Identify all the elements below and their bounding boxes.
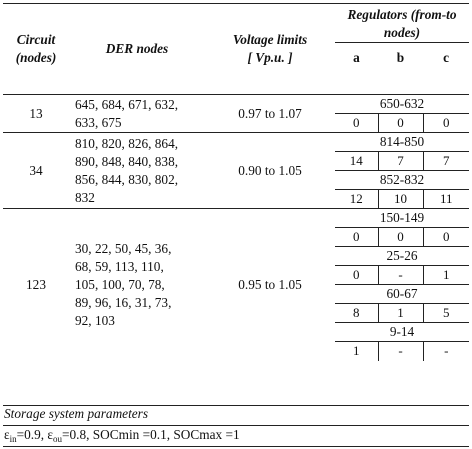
voltage-limits-cell: 0.95 to 1.05 <box>205 209 335 361</box>
regulator-phase-b-cell: 10 <box>378 190 423 209</box>
regulator-phase-a-cell: 1 <box>335 342 378 361</box>
der-header-text: DER nodes <box>105 41 169 56</box>
regulator-phase-b-cell: 0 <box>378 114 423 133</box>
col-header-regulators <box>335 4 469 43</box>
regulator-phase-a-cell: 12 <box>335 190 378 209</box>
der-nodes-line: 105, 100, 70, 78, <box>75 276 165 292</box>
regulator-phase-a-cell: 8 <box>335 304 378 323</box>
eps-out-symbol: ε <box>47 427 53 442</box>
regulator-name-cell: 814-850 <box>335 133 469 152</box>
regulator-phase-c-cell: 11 <box>423 190 469 209</box>
regulator-phase-b-cell: 7 <box>378 152 423 171</box>
phase-c-header: c <box>443 49 449 65</box>
der-nodes-line: 68, 59, 113, 110, <box>75 258 164 274</box>
regulator-phase-c-cell: 1 <box>423 266 469 285</box>
der-nodes-line: 89, 96, 16, 31, 73, <box>75 294 172 310</box>
regulator-name-cell: 852-832 <box>335 171 469 190</box>
regulator-phase-c-cell: - <box>423 342 469 361</box>
circuit-header-line2: (nodes) <box>15 50 57 65</box>
eps-out-value: =0.8, SOCmin =0.1, SOCmax =1 <box>61 427 240 442</box>
regulators-header-line1: Regulators (from-to <box>347 7 457 22</box>
regulator-phase-b-cell: 0 <box>378 228 423 247</box>
table-row <box>3 133 469 152</box>
eps-in-sub: in <box>9 434 17 444</box>
regulator-name-cell: 150-149 <box>335 209 469 228</box>
der-nodes-line: 645, 684, 671, 632, <box>75 96 179 112</box>
der-nodes-line: 633, 675 <box>75 114 122 130</box>
der-nodes-line: 810, 820, 826, 864, <box>75 135 179 151</box>
voltage-header-line2: [ Vp.u. ] <box>247 50 293 65</box>
col-header-circuit <box>3 4 69 95</box>
regulator-phase-c-cell: 5 <box>423 304 469 323</box>
regulators-header-line2: nodes) <box>383 25 421 40</box>
regulator-phase-b-cell: - <box>378 342 423 361</box>
phase-a-header: a <box>353 49 360 65</box>
storage-title: Storage system parameters <box>4 406 149 421</box>
col-header-voltage <box>205 4 335 95</box>
regulator-phase-a-cell: 0 <box>335 228 378 247</box>
circuit-header-line1: Circuit <box>16 32 56 47</box>
regulator-phase-a-cell: 0 <box>335 266 378 285</box>
eps-in-symbol: ε <box>4 427 10 442</box>
voltage-header-line1: Voltage limits <box>232 32 308 47</box>
eps-in-value: =0.9, <box>16 427 48 442</box>
der-nodes-line: 832 <box>75 189 95 205</box>
circuit-cell: 123 <box>3 209 69 361</box>
regulator-name-cell: 25-26 <box>335 247 469 266</box>
der-nodes-cell <box>69 209 205 361</box>
storage-values <box>4 426 240 444</box>
regulator-phase-c-cell: 0 <box>423 228 469 247</box>
regulator-phase-b-cell: - <box>378 266 423 285</box>
regulator-phase-a-cell: 0 <box>335 114 378 133</box>
der-nodes-line: 890, 848, 840, 838, <box>75 153 179 169</box>
table-row <box>3 209 469 228</box>
der-circuit-table <box>3 4 469 361</box>
der-nodes-line: 92, 103 <box>75 312 115 328</box>
circuit-cell: 13 <box>3 95 69 133</box>
regulator-name-cell: 650-632 <box>335 95 469 114</box>
table-row <box>3 95 469 114</box>
regulator-name-cell: 60-67 <box>335 285 469 304</box>
header-row <box>3 4 469 43</box>
bottom-rule <box>3 446 469 447</box>
regulator-name-cell: 9-14 <box>335 323 469 342</box>
phase-b-header: b <box>396 49 405 65</box>
der-nodes-line: 856, 844, 830, 802, <box>75 171 179 187</box>
der-nodes-line: 30, 22, 50, 45, 36, <box>75 240 172 256</box>
regulator-phase-a-cell: 14 <box>335 152 378 171</box>
der-nodes-cell <box>69 95 205 133</box>
regulator-phase-c-cell: 7 <box>423 152 469 171</box>
eps-out-sub: ou <box>52 434 62 444</box>
voltage-limits-cell: 0.90 to 1.05 <box>205 133 335 209</box>
voltage-limits-cell: 0.97 to 1.07 <box>205 95 335 133</box>
col-header-der <box>69 4 205 95</box>
circuit-cell: 34 <box>3 133 69 209</box>
der-nodes-cell <box>69 133 205 209</box>
regulator-phase-b-cell: 1 <box>378 304 423 323</box>
regulator-phase-c-cell: 0 <box>423 114 469 133</box>
